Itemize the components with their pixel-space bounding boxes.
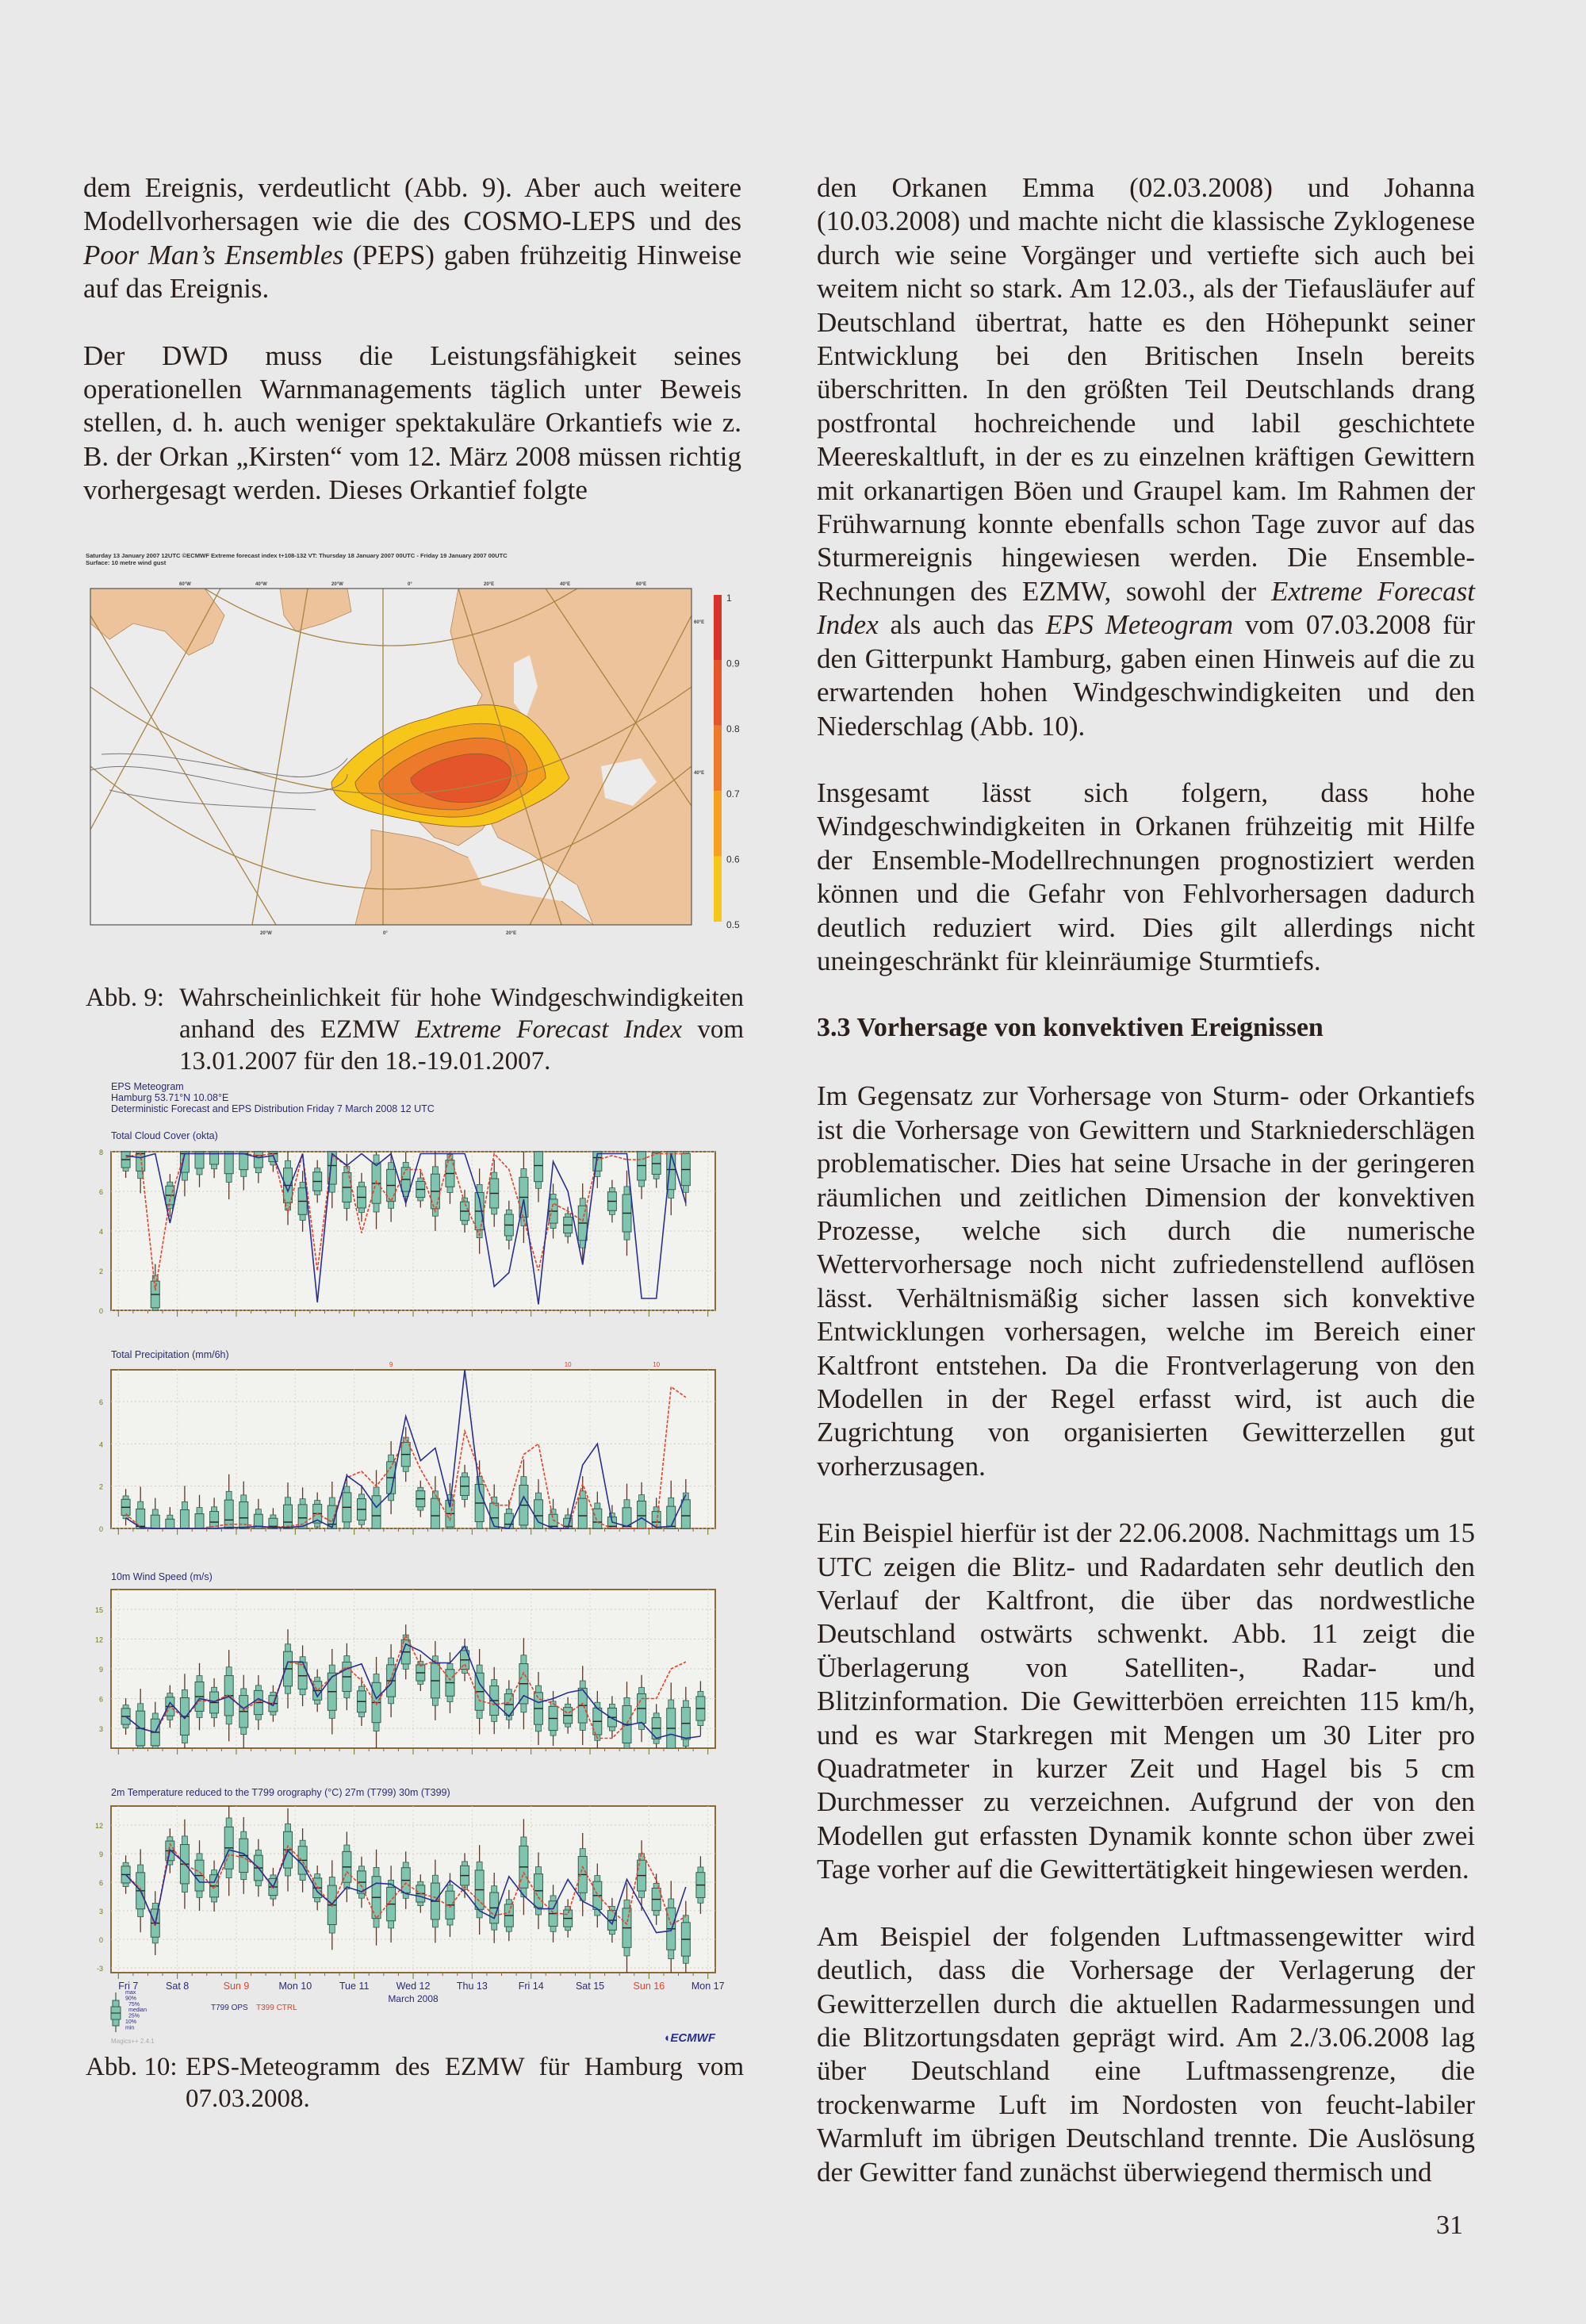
legend-box-label: 10% — [125, 2019, 137, 2025]
y-tick-label: 4 — [98, 1228, 103, 1236]
colorbar-segment — [714, 857, 722, 922]
y-tick-label: 12 — [94, 1636, 103, 1644]
section-heading: 3.3 Vorhersage von konvektiven Ereignissen — [817, 1013, 1324, 1043]
colorbar-segment — [714, 726, 722, 791]
day-label: Fri 14 — [518, 1981, 544, 1992]
legend-box-label: median — [128, 2008, 147, 2014]
box-25-75 — [431, 1498, 439, 1528]
colorbar-tick-label: 1 — [726, 593, 732, 604]
box-25-75 — [254, 1152, 262, 1168]
off-scale-label: 9 — [389, 1361, 393, 1368]
latitude-label: 40°E — [694, 771, 705, 776]
y-tick-label: 8 — [98, 1149, 103, 1156]
italic-term: EPS Meteogram — [1045, 609, 1234, 641]
map-header-line1: Saturday 13 January 2007 12UTC ©ECMWF Extreme forecast index t+108-132 VT: Thursday 18 January 2007 00UTC - Friday 19 January 2007 00UTC — [86, 552, 508, 559]
text-run: Im Gegensatz zur Vorhersage von Sturm- oder Orkantiefs ist die Vorhersage von Gewittern und Starkniederschlägen problematischer. Dies hat seine Ursache in der geringeren räumlichen und zeitlichen Dimension der konvektiven Prozesse, welche sich durch die numerische Wettervorhersage noch nicht zufriedenstellend auflösen lässt. Verhältnismäßig sicher lassen sich konvektive Entwicklungen vorhersagen, welche im Bereich einer Kaltfront entstehen. Da die Frontverlagerung von den Modellen in der Regel erfasst wird, ist auch die Zugrichtung von organisierten Gewitterzellen gut vorherzusagen. — [817, 1080, 1475, 1482]
legend-box-label: 75% — [128, 2001, 140, 2008]
longitude-label: 0° — [383, 931, 388, 936]
legend-box-label: 90% — [125, 1996, 137, 2002]
text-run: EPS-Meteogramm des EZMW für Hamburg vom 07.03.2008. — [186, 2053, 744, 2113]
y-tick-label: 0 — [98, 1525, 103, 1533]
ecmwf-logo: ◖ECMWF — [663, 2031, 715, 2045]
colorbar-segment — [714, 660, 722, 725]
colorbar-tick-label: 0.6 — [726, 853, 740, 865]
box-25-75 — [372, 1496, 381, 1528]
y-tick-label: 3 — [98, 1908, 103, 1916]
longitude-label: 0° — [408, 582, 412, 587]
text-run: Der DWD muss die Leistungsfähigkeit seines operationellen Warnmanagements täglich unter Beweis stellen, d. h. auch weniger spektakuläre Orkantiefs wie z. B. der Orkan „Kirsten“ vom 12. März 2008 müssen richtig vorhergesagt werden. Dieses Orkantief folgte — [83, 339, 741, 506]
y-tick-label: 6 — [98, 1398, 103, 1406]
y-tick-label: 15 — [94, 1606, 103, 1614]
text-run: Am Beispiel der folgenden Luftmassengewitter wird deutlich, dass die Vorhersage der Verlagerung der Gewitterzellen durch die aktuellen Radarmessungen und die Blitzortungsdaten geprägt wird. Am 2./3.06.2008 lag über Deutschland eine Luftmassengrenze, die trockenwarme Luft im Nordosten von feucht-labiler Warmluft im übrigen Deutschland trennte. Die Auslösung der Gewitter fand zunächst überwiegend thermisch und — [817, 1920, 1475, 2188]
meteogram-title-line: Deterministic Forecast and EPS Distribution Friday 7 March 2008 12 UTC — [111, 1103, 435, 1114]
day-label: Sat 8 — [166, 1981, 190, 1992]
box-25-75 — [534, 1500, 542, 1528]
y-tick-label: 9 — [98, 1850, 103, 1858]
colorbar-tick-label: 0.9 — [726, 658, 740, 669]
day-label: Thu 13 — [456, 1981, 488, 1992]
text-run: als auch das — [878, 609, 1046, 641]
meteogram-panel — [95, 1787, 715, 1979]
figure-10 — [86, 1080, 744, 2115]
caption-text — [186, 2051, 744, 2115]
box-25-75 — [166, 1519, 174, 1528]
y-tick-label: 9 — [98, 1666, 103, 1674]
y-tick-label: 4 — [98, 1440, 103, 1449]
text-run: vom 07.03.2008 für den Gitterpunkt Hamburg, gaben einen Hinweis auf die zu erwartenden hohen Windgeschwindigkeiten und den Niederschlag (Abb. 10). — [817, 609, 1475, 742]
legend-box-label: max — [125, 1990, 136, 1996]
colorbar — [714, 593, 740, 930]
colorbar-tick-label: 0.7 — [726, 788, 740, 800]
y-tick-label: 6 — [98, 1188, 103, 1196]
box-25-75 — [180, 1509, 189, 1528]
caption-label: Abb. 9: — [86, 984, 164, 1012]
y-tick-label: 0 — [98, 1307, 103, 1315]
longitude-label: 60°W — [179, 582, 191, 587]
figure-9-caption — [86, 982, 744, 1077]
text-run: dem Ereignis, verdeutlicht (Abb. 9). Aber auch weitere Modellvorhersagen wie die des COSMO-LEPS und des — [83, 172, 741, 237]
figure-9 — [86, 552, 744, 1077]
eps-meteogram — [86, 1080, 744, 2056]
day-label: Sat 15 — [575, 1981, 605, 1992]
meteogram-panel — [99, 1349, 715, 1535]
colorbar-tick-label: 0.5 — [726, 919, 740, 930]
panel-title: Total Precipitation (mm/6h) — [111, 1349, 229, 1360]
y-tick-label: 2 — [98, 1482, 103, 1491]
meteogram-panel — [99, 1130, 715, 1317]
day-label: Mon 17 — [691, 1981, 725, 1992]
legend-box-label: 25% — [128, 2013, 140, 2019]
page-number: 31 — [1436, 2211, 1463, 2240]
text-run: den Orkanen Emma (02.03.2008) und Johanna (10.03.2008) und machte nicht die klassische Zyklogenese durch wie seine Vorgänger und vertiefte sich auch bei weitem nicht so stark. Am 12.03., als der Tiefausläufer auf Deutschland übertrat, hatte es den Höhepunkt seiner Entwicklung bei den Britischen Inseln bereits überschritten. In den größten Teil Deutschlands drang postfrontal hochreichende und labil geschichtete Meereskaltluft, in der es zu einzelnen kräftigen Gewittern mit orkanartigen Böen und Graupel kam. Im Rahmen der Frühwarnung konnte ebenfalls schon Tage zuvor auf das Sturmereignis hingewiesen werden. Die Ensemble-Rechnungen des EZMW, sowohl der — [817, 172, 1475, 607]
legend-box-label: min — [125, 2025, 135, 2031]
off-scale-label: 10 — [653, 1361, 661, 1368]
y-tick-label: 2 — [98, 1267, 103, 1275]
box-25-75 — [578, 1498, 587, 1528]
box-25-75 — [195, 1514, 204, 1528]
day-label: Mon 10 — [278, 1981, 312, 1992]
month-label: March 2008 — [388, 1993, 439, 2004]
right-column — [817, 171, 1475, 2222]
paragraph — [817, 1517, 1475, 1886]
day-label: Fri 7 — [118, 1981, 139, 1992]
colorbar-segment — [714, 791, 722, 856]
box-legend — [111, 1990, 147, 2032]
legend-ops: T799 OPS — [211, 2004, 248, 2012]
panel-title: 2m Temperature reduced to the T799 orography (°C) 27m (T799) 30m (T399) — [111, 1787, 450, 1798]
text-run: Wahrscheinlichkeit für hohe Windgeschwindigkeiten anhand des EZMW — [179, 984, 744, 1044]
italic-term: Poor Man’s Ensembles — [83, 239, 344, 270]
box-25-75 — [534, 1152, 542, 1182]
text-run: vom 13.01.2007 für den 18.-19.01.2007. — [179, 1015, 744, 1076]
caption-label: Abb. 10: — [86, 2053, 178, 2081]
paragraph — [83, 171, 741, 306]
left-column — [83, 171, 741, 541]
y-tick-label: 6 — [98, 1695, 103, 1704]
legend-ctrl: T399 CTRL — [256, 2004, 297, 2012]
day-label: Sun 16 — [633, 1981, 665, 1992]
panel-title: Total Cloud Cover (okta) — [111, 1130, 218, 1141]
meteogram-title-line: EPS Meteogram — [111, 1081, 184, 1092]
text-run: Ein Beispiel hierfür ist der 22.06.2008. Nachmittags um 15 UTC zeigen die Blitz- und Radardaten sehr deutlich den Verlauf der Kaltfront, die über das nordwestliche Deutschland ostwärts schwenkt. Abb. 11 zeigt die Überlagerung von Satelliten-, Radar- und Blitzinformation. Die Gewitterböen erreichten 115 km/h, und es war Starkregen mit Mengen um 30 Liter pro Quadratmeter in kurzer Zeit und Hagel bis 5 cm Durchmesser zu verzeichnen. Aufgrund der von den Modellen gut erfassten Dynamik konnte schon über zwei Tage vorher auf die Gewittertätigkeit hingewiesen werden. — [817, 1517, 1475, 1885]
italic-term: Extreme Forecast Index — [817, 575, 1475, 641]
text-run: (PEPS) gaben frühzeitig Hinweise auf das Ereignis. — [83, 239, 741, 305]
meteogram-title-line: Hamburg 53.71°N 10.08°E — [111, 1092, 229, 1103]
paragraph — [83, 339, 741, 508]
map-header-line2: Surface: 10 metre wind gust — [86, 559, 167, 566]
longitude-label: 40°W — [255, 582, 267, 587]
longitude-label: 40°E — [560, 582, 571, 587]
paragraph — [817, 1080, 1475, 1483]
day-label: Tue 11 — [339, 1981, 370, 1992]
day-label: Wed 12 — [396, 1981, 431, 1992]
italic-term: Extreme Forecast Index — [415, 1015, 683, 1044]
box-25-75 — [151, 1515, 159, 1528]
longitude-label: 20°W — [331, 582, 343, 587]
off-scale-label: 10 — [564, 1361, 572, 1368]
efi-map — [86, 568, 744, 949]
longitude-label: 20°W — [260, 931, 272, 936]
y-tick-label: 0 — [98, 1936, 103, 1944]
day-label: Sun 9 — [223, 1981, 250, 1992]
colorbar-tick-label: 0.8 — [726, 723, 740, 734]
day-labels — [118, 1981, 724, 1992]
paragraph — [817, 777, 1475, 978]
box-25-75 — [593, 1509, 602, 1528]
box-25-75 — [638, 1501, 646, 1528]
colorbar-segment — [714, 595, 722, 660]
software-label: Magics++ 2.4.1 — [111, 2038, 155, 2045]
box-25-75 — [224, 1152, 233, 1174]
latitude-label: 60°E — [694, 620, 705, 625]
figure-10-caption — [86, 2051, 744, 2115]
y-tick-label: 6 — [98, 1879, 103, 1887]
panel-title: 10m Wind Speed (m/s) — [111, 1571, 213, 1582]
box-25-75 — [681, 1500, 690, 1528]
y-tick-label: -3 — [96, 1965, 103, 1973]
text-run: Insgesamt lässt sich folgern, dass hohe Windgeschwindigkeiten in Orkanen frühzeitig mit Hilfe der Ensemble-Modellrechnungen prognostiziert werden können und die Gefahr von Fehlvorhersagen dadurch deutlich reduziert wird. Dies gilt allerdings nicht uneingeschränkt für kleinräumige Sturmtiefs. — [817, 777, 1475, 976]
caption-text — [179, 982, 744, 1077]
meteogram-panel — [95, 1571, 715, 1755]
paragraph — [817, 1920, 1475, 2189]
box-25-75 — [284, 1505, 293, 1528]
y-tick-label: 3 — [98, 1725, 103, 1733]
paragraph — [817, 171, 1475, 743]
y-tick-label: 12 — [94, 1822, 103, 1830]
longitude-label: 60°E — [636, 582, 647, 587]
longitude-label: 20°E — [506, 931, 517, 936]
longitude-label: 20°E — [484, 582, 495, 587]
